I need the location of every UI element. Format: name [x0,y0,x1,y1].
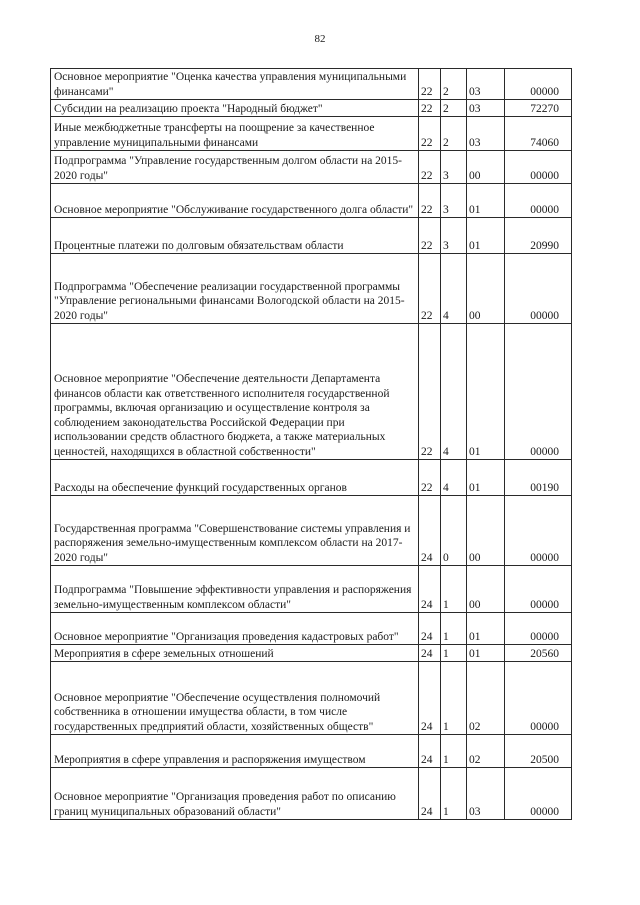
code-event: 03 [467,117,505,151]
code-program: 22 [419,100,441,117]
code-event: 02 [467,735,505,768]
code-program: 22 [419,218,441,254]
row-name: Процентные платежи по долговым обязательствам области [51,218,419,254]
code-subprogram: 3 [441,184,467,218]
code-event: 00 [467,496,505,566]
code-event: 02 [467,662,505,735]
code-direction: 00000 [505,151,572,184]
code-event: 01 [467,613,505,645]
code-program: 22 [419,324,441,460]
table-row [51,566,572,613]
code-program: 22 [419,69,441,100]
code-subprogram: 1 [441,566,467,613]
code-program: 24 [419,613,441,645]
row-name: Основное мероприятие "Обеспечение деятельности Департамента финансов области как ответственного исполнителя государственной программы, включая организацию и осуществление контроля за соблюдением законодательства Российской Федерации при использовании средств областного бюджета, а также материальных ценностей, находящихся в областной собственности" [51,324,419,460]
code-subprogram: 4 [441,254,467,324]
page-number: 82 [314,33,326,45]
code-subprogram: 3 [441,218,467,254]
code-event: 00 [467,566,505,613]
code-event: 03 [467,69,505,100]
code-program: 22 [419,184,441,218]
code-event: 03 [467,100,505,117]
table-row [51,645,572,662]
code-direction: 00000 [505,496,572,566]
row-name: Государственная программа "Совершенствование системы управления и распоряжения земельно-имущественным комплексом области на 2017-2020 годы" [51,496,419,566]
code-program: 24 [419,496,441,566]
table-row [51,735,572,768]
code-subprogram: 4 [441,324,467,460]
code-program: 22 [419,254,441,324]
code-direction: 74060 [505,117,572,151]
code-direction: 20560 [505,645,572,662]
code-direction: 20990 [505,218,572,254]
code-subprogram: 4 [441,460,467,496]
code-direction: 00000 [505,662,572,735]
code-event: 01 [467,645,505,662]
code-event: 00 [467,151,505,184]
code-subprogram: 2 [441,117,467,151]
row-name: Субсидии на реализацию проекта "Народный бюджет" [51,100,419,117]
code-subprogram: 1 [441,662,467,735]
code-subprogram: 2 [441,69,467,100]
code-direction: 00000 [505,184,572,218]
code-program: 22 [419,151,441,184]
table-row [51,254,572,324]
code-subprogram: 1 [441,645,467,662]
table-row [51,662,572,735]
row-name: Основное мероприятие "Оценка качества управления муниципальными финансами" [51,69,419,100]
code-subprogram: 1 [441,768,467,820]
code-program: 24 [419,662,441,735]
row-name: Подпрограмма "Повышение эффективности управления и распоряжения земельно-имущественным комплексом области" [51,566,419,613]
code-program: 24 [419,735,441,768]
code-program: 24 [419,566,441,613]
code-program: 22 [419,460,441,496]
table-row [51,460,572,496]
code-event: 01 [467,324,505,460]
code-subprogram: 0 [441,496,467,566]
row-name: Основное мероприятие "Организация проведения работ по описанию границ муниципальных образований области" [51,768,419,820]
code-direction: 00000 [505,613,572,645]
table-row [51,151,572,184]
row-name: Иные межбюджетные трансферты на поощрение за качественное управление муниципальными финансами [51,117,419,151]
table-row [51,613,572,645]
table-row [51,496,572,566]
code-direction: 00000 [505,69,572,100]
table-row [51,218,572,254]
table-row [51,184,572,218]
row-name: Мероприятия в сфере земельных отношений [51,645,419,662]
code-direction: 00000 [505,768,572,820]
code-direction: 20500 [505,735,572,768]
code-event: 03 [467,768,505,820]
row-name: Основное мероприятие "Организация проведения кадастровых работ" [51,613,419,645]
code-subprogram: 1 [441,735,467,768]
table-row [51,768,572,820]
code-program: 24 [419,768,441,820]
code-program: 22 [419,117,441,151]
row-name: Мероприятия в сфере управления и распоряжения имуществом [51,735,419,768]
row-name: Расходы на обеспечение функций государственных органов [51,460,419,496]
table-row [51,69,572,100]
budget-table [50,68,572,820]
table-row [51,324,572,460]
table-row [51,117,572,151]
code-subprogram: 2 [441,100,467,117]
code-subprogram: 3 [441,151,467,184]
code-event: 01 [467,184,505,218]
code-direction: 72270 [505,100,572,117]
code-direction: 00000 [505,254,572,324]
code-direction: 00190 [505,460,572,496]
row-name: Подпрограмма "Обеспечение реализации государственной программы "Управление региональными финансами Вологодской области на 2015-2020 годы" [51,254,419,324]
row-name: Основное мероприятие "Обеспечение осуществления полномочий собственника в отношении имущества области, в том числе государственных предприятий области, хозяйственных обществ" [51,662,419,735]
code-direction: 00000 [505,324,572,460]
table-row [51,100,572,117]
code-event: 01 [467,218,505,254]
code-program: 24 [419,645,441,662]
code-direction: 00000 [505,566,572,613]
code-event: 01 [467,460,505,496]
row-name: Основное мероприятие "Обслуживание государственного долга области" [51,184,419,218]
code-subprogram: 1 [441,613,467,645]
row-name: Подпрограмма "Управление государственным долгом области на 2015-2020 годы" [51,151,419,184]
code-event: 00 [467,254,505,324]
